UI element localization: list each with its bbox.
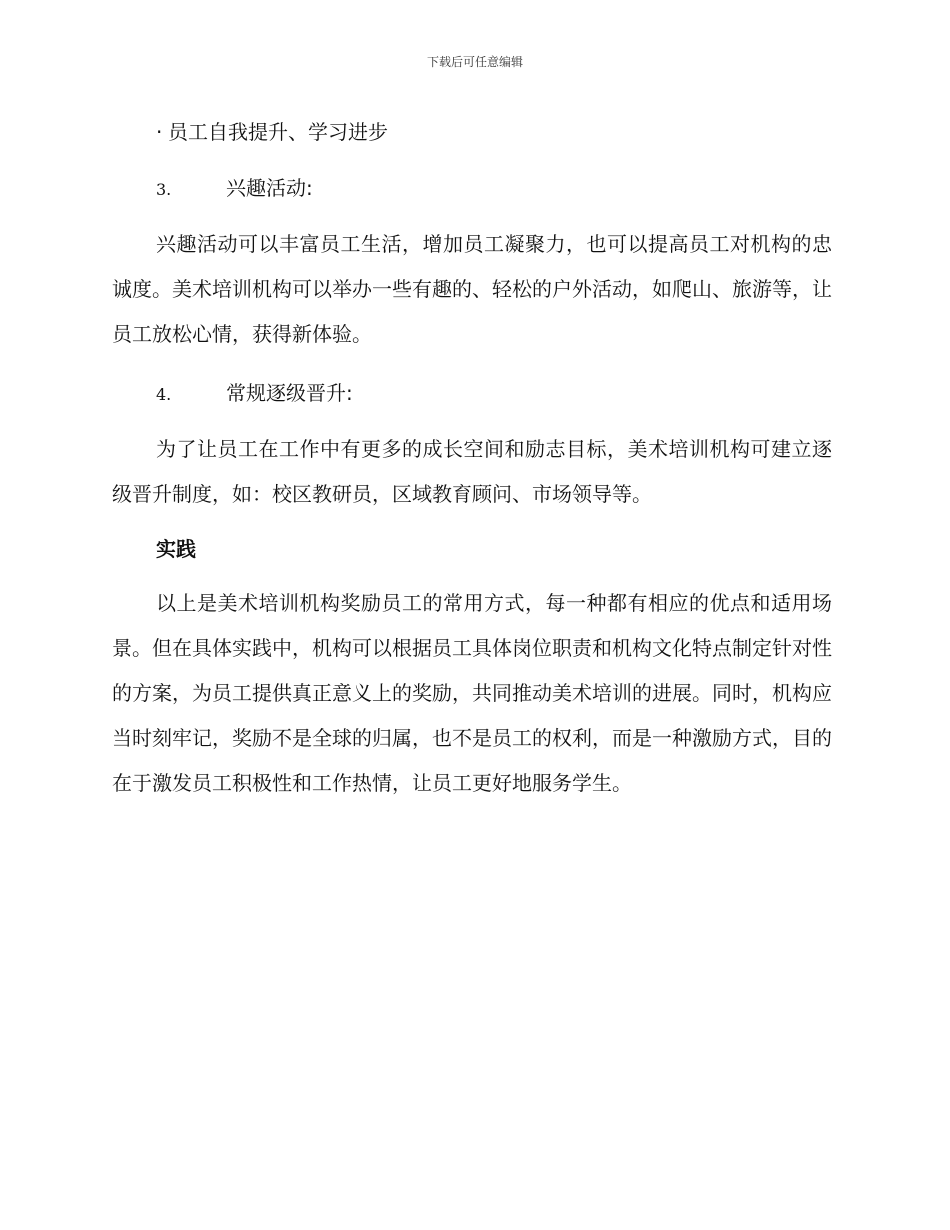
- bullet-item: [156, 112, 832, 152]
- paragraph-promotion: 为了让员工在工作中有更多的成长空间和励志目标，美术培训机构可建立逐级晋升制度，如：校区教研员，区域教育顾问、市场领导等。: [112, 437, 832, 506]
- page-header: 下载后可任意编辑: [426, 55, 523, 69]
- bullet-text: 员工自我提升、学习进步: [168, 120, 388, 144]
- paragraph-interest-activities: 兴趣活动可以丰富员工生活，增加员工凝聚力，也可以提高员工对机构的忠诚度。美术培训机构可以举办一些有趣的、轻松的户外活动，如爬山、旅游等，让员工放松心情，获得新体验。: [112, 232, 832, 346]
- document-body: [112, 110, 832, 806]
- item-title: 常规逐级晋升:: [226, 381, 353, 405]
- bullet-marker: ·: [156, 120, 163, 144]
- numbered-item-3: [156, 168, 832, 210]
- paragraph-practice: 以上是美术培训机构奖励员工的常用方式，每一种都有相应的优点和适用场景。但在具体实践中，机构可以根据员工具体岗位职责和机构文化特点制定针对性的方案，为员工提供真正意义上的奖励，共同推动美术培训的进展。同时，机构应当时刻牢记，奖励不是全球的归属，也不是员工的权利，而是一种激励方式，目的在于激发员工积极性和工作热情，让员工更好地服务学生。: [112, 591, 832, 795]
- section-heading: 实践: [156, 537, 196, 561]
- item-number: 3.: [156, 180, 172, 199]
- numbered-item-4: [156, 373, 832, 415]
- item-number: 4.: [156, 385, 172, 404]
- item-title: 兴趣活动:: [226, 176, 313, 200]
